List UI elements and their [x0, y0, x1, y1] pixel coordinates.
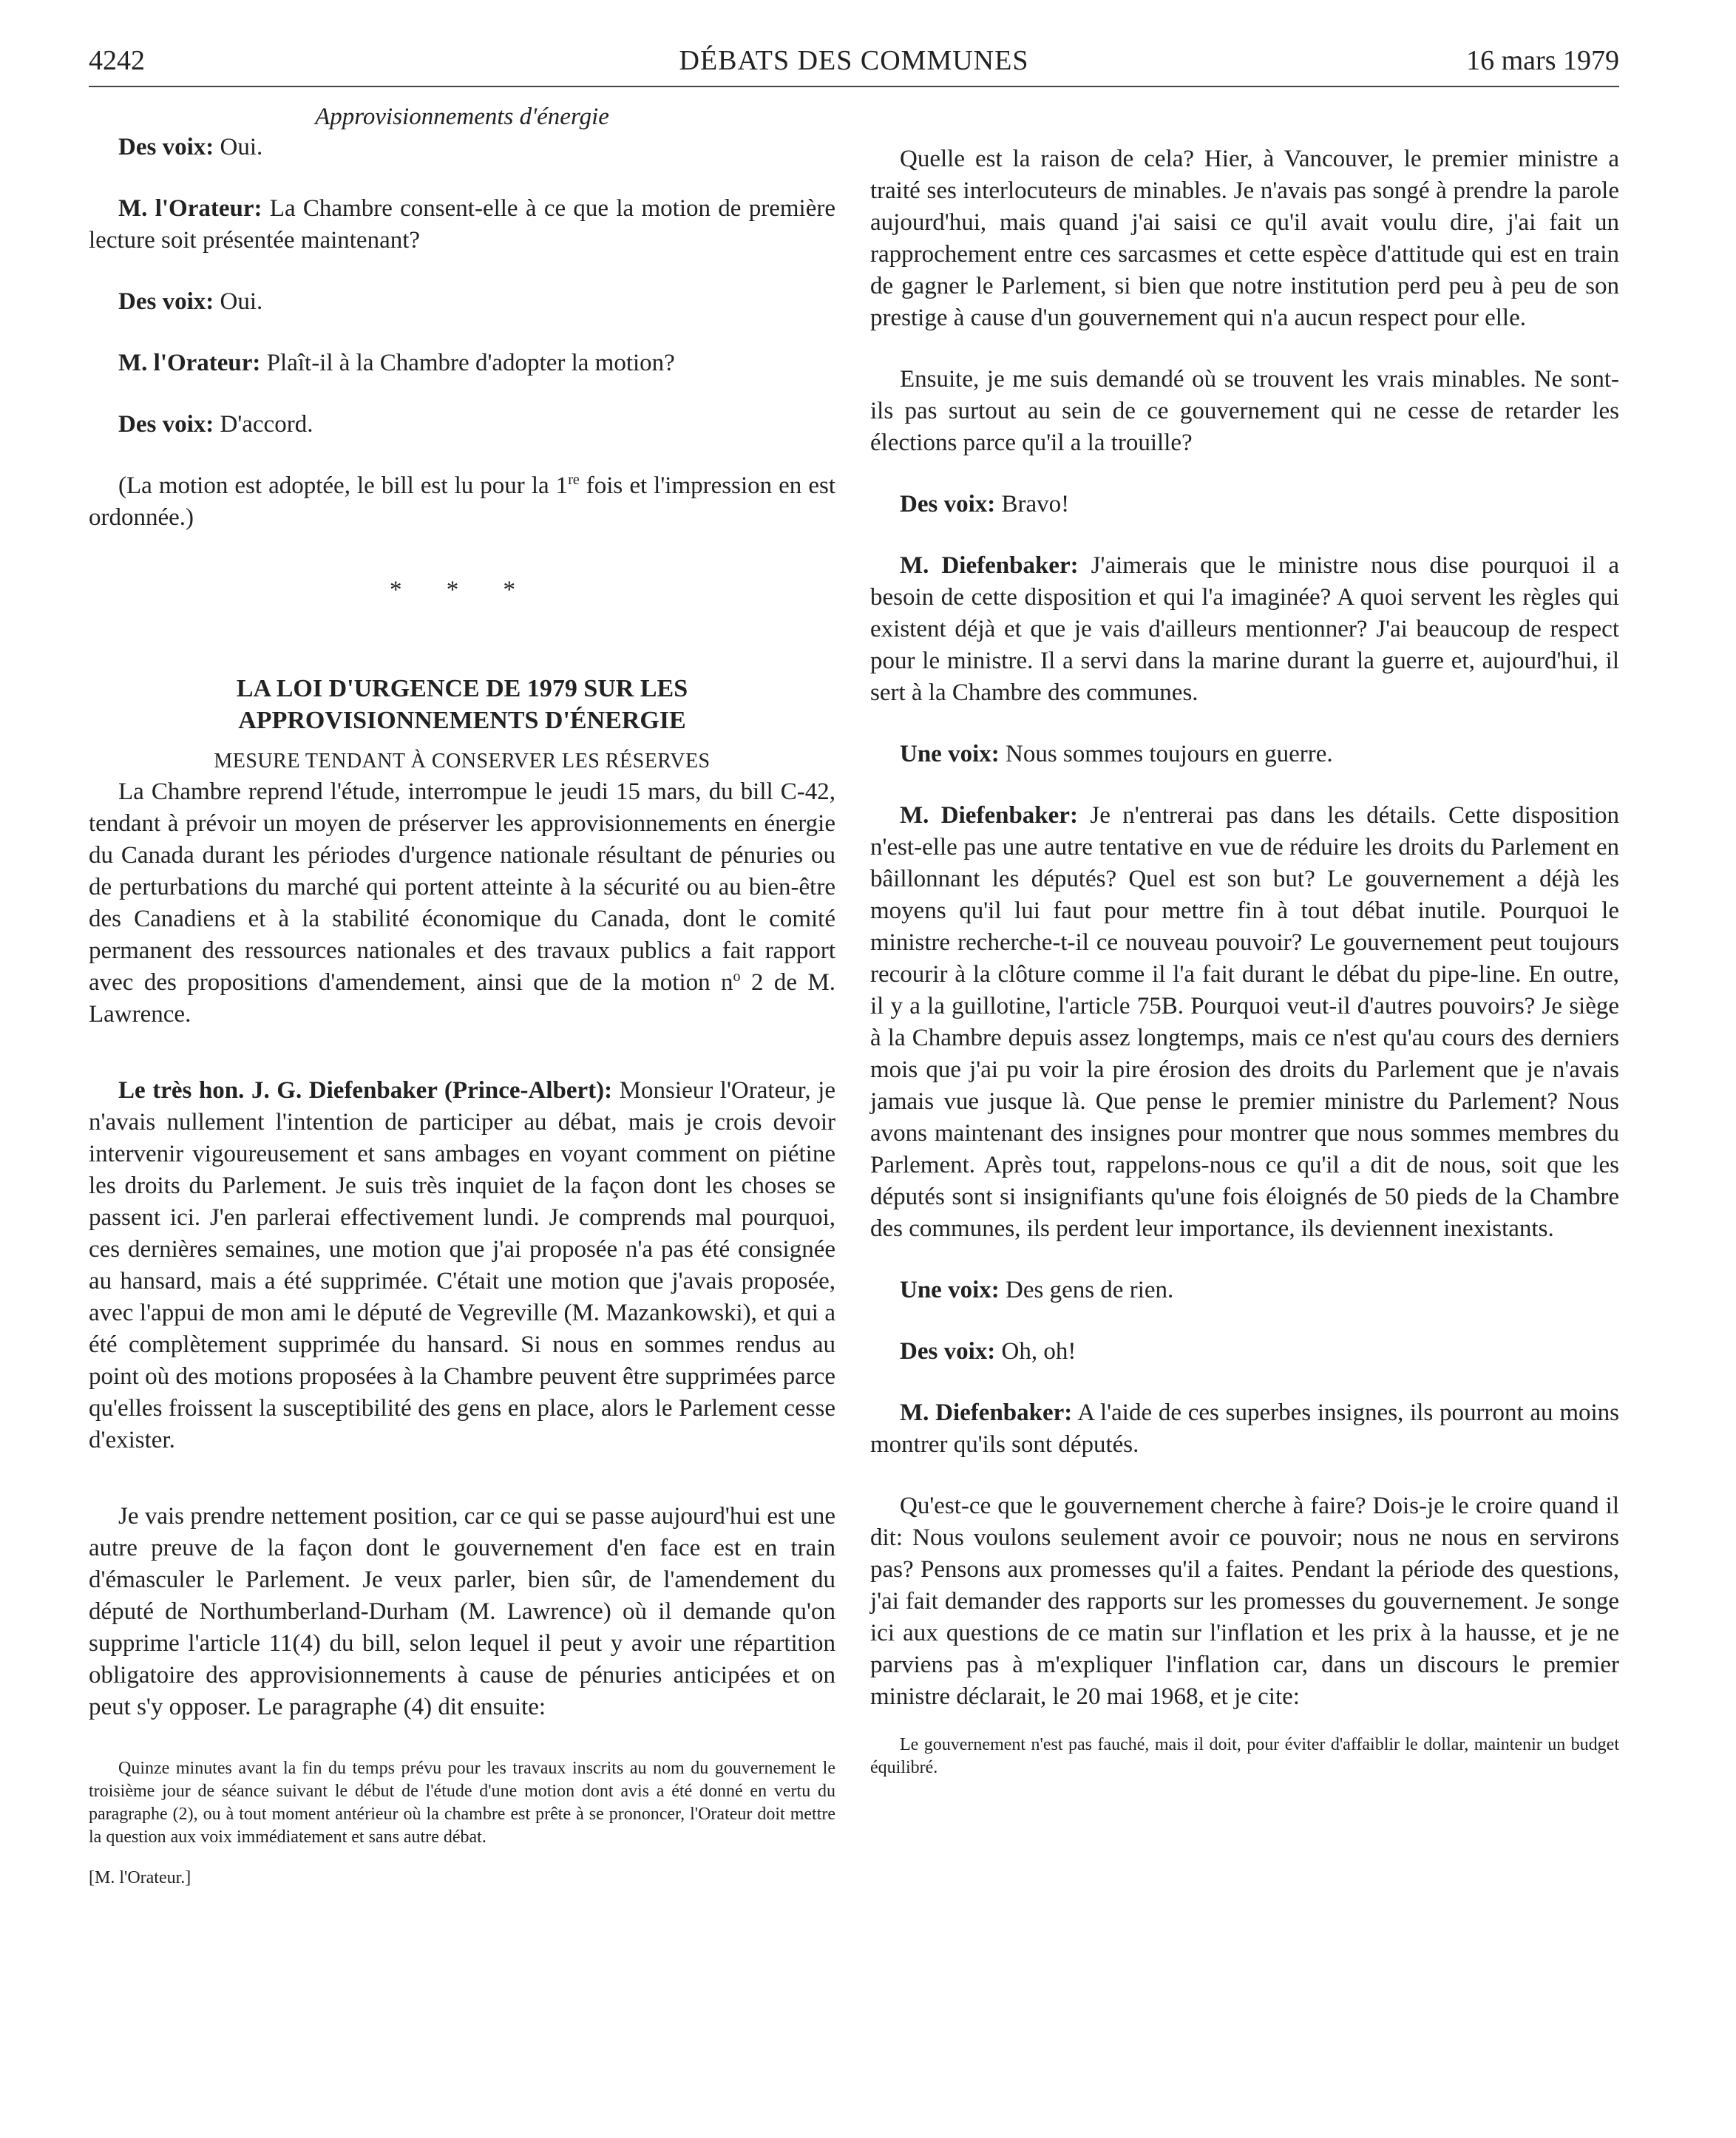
speech-text: Monsieur l'Orateur, je n'avais nullement l'intention de participer au débat, mais je crois devoir intervenir vigoureusement et sans ambages en voyant comment on piétine les droits du Parlement. Je suis très inquiet de la façon dont les choses se passent ici. J'en parlerai effectivement lundi. Je comprends mal pourquoi, ces dernières semaines, une motion que j'ai proposée n'a pas été consignée au hansard, mais a été supprimée. C'était une motion que j'avais proposée, avec l'appui de mon ami le député de Vegreville (M. Mazankowski), et qui a été complètement supprimée du hansard. Si nous en sommes rendus au point où des motions proposées à la Chambre peuvent être supprimées parce qu'elles froissent la susceptibilité des gens en place, alors le Parlement cesse d'exister. — [89, 1077, 835, 1453]
right-column — [870, 102, 1619, 1779]
speech-text: J'aimerais que le ministre nous dise pourquoi il a besoin de cette disposition et qui l'a imaginée? A quoi servent les règles qui existent déjà et que je vais d'ailleurs mentionner? J'ai beaucoup de respect pour le ministre. Il a servi dans la marine durant la guerre et, aujourd'hui, il sert à la Chambre des communes. — [870, 552, 1619, 706]
speech-paragraph — [870, 800, 1619, 1245]
page-number: 4242 — [89, 45, 145, 76]
section-subheading: MESURE TENDANT À CONSERVER LES RÉSERVES — [214, 750, 711, 773]
speech-paragraph: Quelle est la raison de cela? Hier, à Vancouver, le premier ministre a traité ses interlocuteurs de minables. Je n'avais pas songé à prendre la parole aujourd'hui, mais quand j'ai saisi ce qu'il avait voulu dire, j'ai fait un rapprochement entre ces sarcasmes et cette espèce d'attitude qui est en train de gagner le Parlement, si bien que notre institution perd peu à peu de son prestige à cause d'un gouvernement qui n'a aucun respect pour elle. — [870, 146, 1619, 331]
speech-text: D'accord. — [214, 411, 313, 438]
page-date: 16 mars 1979 — [1466, 45, 1619, 76]
speech-paragraph — [870, 550, 1619, 709]
procedure-note: (La motion est adoptée, le bill est lu pour la 1re fois et l'impression en est ordonnée.) — [89, 472, 835, 531]
speaker-name: Des voix: — [900, 1338, 996, 1365]
section-rubric: Approvisionnements d'énergie — [315, 103, 609, 130]
quoted-text: Quinze minutes avant la fin du temps prévu pour les travaux inscrits au nom du gouvernement le troisième jour de séance suivant le début de l'étude d'une motion dont avis a été donné en vertu du paragraphe (2), ou à tout moment antérieur où la chambre est prête à se prononcer, l'Orateur doit mettre la question aux voix immédiatement et sans autre débat. — [89, 1759, 835, 1847]
left-column — [89, 102, 835, 1889]
speaker-reference: [M. l'Orateur.] — [89, 1868, 191, 1887]
speaker-name: M. Diefenbaker: — [900, 1399, 1073, 1426]
speaker-name: M. l'Orateur: — [118, 350, 261, 376]
speech-paragraph — [89, 286, 835, 318]
speech-paragraph — [870, 1336, 1619, 1368]
speech-paragraph — [89, 347, 835, 379]
speaker-name: Des voix: — [900, 491, 996, 517]
speech-paragraph — [870, 1397, 1619, 1461]
speaker-name: Le très hon. J. G. Diefenbaker (Prince-Albert): — [118, 1077, 613, 1104]
ordinal-suffix: re — [568, 472, 580, 488]
speech-text: Plaît-il à la Chambre d'adopter la motion? — [260, 350, 675, 376]
speech-paragraph — [89, 132, 835, 163]
speech-text: Oui. — [214, 134, 263, 160]
speech-paragraph — [89, 409, 835, 441]
quoted-text: Le gouvernement n'est pas fauché, mais il doit, pour éviter d'affaiblir le dollar, maintenir un budget équilibré. — [870, 1735, 1619, 1777]
number-abbrev: o — [733, 968, 741, 985]
speech-text: Nous sommes toujours en guerre. — [999, 741, 1333, 767]
speaker-name: M. Diefenbaker: — [900, 802, 1078, 829]
speaker-name: Des voix: — [118, 134, 214, 160]
speech-text: Des gens de rien. — [999, 1277, 1174, 1303]
speech-text: La Chambre consent-elle à ce que la motion de première lecture soit présentée maintenant? — [89, 195, 835, 254]
section-heading: LA LOI D'URGENCE DE 1979 SUR LES APPROVISIONNEMENTS D'ÉNERGIE — [236, 675, 688, 734]
speech-paragraph — [89, 1075, 835, 1456]
section-separator: * * * — [390, 577, 535, 603]
speech-text: Oui. — [214, 288, 263, 315]
speech-paragraph — [870, 739, 1619, 770]
speech-paragraph — [870, 489, 1619, 520]
speech-paragraph — [89, 193, 835, 257]
speech-paragraph: Qu'est-ce que le gouvernement cherche à faire? Dois-je le croire quand il dit: Nous voulons seulement avoir ce pouvoir; nous ne nous en servirons pas? Pensons aux promesses qu'il a faites. Pendant la période des questions, j'ai fait demander des rapports sur les promesses du gouvernement. Je songe ici aux questions de ce matin sur l'inflation et les prix à la hausse, et je ne parviens pas à m'expliquer l'inflation car, dans un discours le premier ministre déclarait, le 20 mai 1968, et je cite: — [870, 1493, 1619, 1710]
speech-paragraph — [870, 1275, 1619, 1306]
order-of-day-paragraph: La Chambre reprend l'étude, interrompue le jeudi 15 mars, du bill C-42, tendant à prévoir un moyen de préserver les approvisionnements en énergie du Canada durant les périodes d'urgence nationale résultant de pénuries ou de perturbations du marché qui portent atteinte à la sécurité ou au bien-être des Canadiens et à la stabilité économique du Canada, dont le comité permanent des ressources nationales et des travaux publics a fait rapport avec des propositions d'amendement, ainsi que de la motion $n^o$ 2 de M. Lawrence. — [89, 778, 835, 1028]
speech-text: A l'aide de ces superbes insignes, ils pourront au moins montrer qu'ils sont députés. — [870, 1399, 1619, 1458]
speech-text: Bravo! — [995, 491, 1070, 517]
speaker-name: M. Diefenbaker: — [900, 552, 1079, 579]
speech-paragraph: Je vais prendre nettement position, car ce qui se passe aujourd'hui est une autre preuve de la façon dont le gouvernement d'en face est en train d'émasculer le Parlement. Je veux parler, bien sûr, de l'amendement du député de Northumberland-Durham (M. Lawrence) où il demande qu'on supprime l'article 11(4) du bill, selon lequel il peut y avoir une répartition obligatoire des approvisionnements à cause de pénuries anticipées et on peut s'y opposer. Le paragraphe (4) dit ensuite: — [89, 1503, 835, 1720]
speaker-name: M. l'Orateur: — [118, 195, 262, 222]
speaker-name: Des voix: — [118, 288, 214, 315]
speaker-name: Des voix: — [118, 411, 214, 438]
publication-title: DÉBATS DES COMMUNES — [679, 45, 1029, 76]
speech-text: Je n'entrerai pas dans les détails. Cette disposition n'est-elle pas une autre tentative en vue de réduire les droits du Parlement en bâillonnant les députés? Quel est son but? Le gouvernement a déjà les moyens qu'il lui faut pour mettre fin à tout débat inutile. Pourquoi le ministre recherche-t-il ce nouveau pouvoir? Le gouvernement peut toujours recourir à la clôture comme il l'a fait durant le débat du pipe-line. En outre, il y a la guillotine, l'article 75B. Pourquoi veut-il d'autres pouvoirs? Je siège à la Chambre depuis assez longtemps, mais ce n'est qu'au cours des derniers mois que j'ai pu voir la pire érosion des droits du Parlement que je n'avais jamais vue jusque là. Que pense le premier ministre du Parlement? Nous avons maintenant des insignes pour montrer que nous sommes membres du Parlement. Après tout, rappelons-nous ce qu'il a dit de nous, soit que les députés sont si insignifiants qu'une fois éloignés de 50 pieds de la Chambre des communes, ils perdent leur importance, ils deviennent inexistants. — [870, 802, 1619, 1242]
speech-text: Oh, oh! — [995, 1338, 1076, 1365]
speaker-name: Une voix: — [900, 1277, 1000, 1303]
speech-paragraph: Ensuite, je me suis demandé où se trouvent les vrais minables. Ne sont-ils pas surtout au sein de ce gouvernement qui ne cesse de retarder les élections parce qu'il a la trouille? — [870, 366, 1619, 456]
speaker-name: Une voix: — [900, 741, 1000, 767]
page-header — [89, 44, 1619, 87]
